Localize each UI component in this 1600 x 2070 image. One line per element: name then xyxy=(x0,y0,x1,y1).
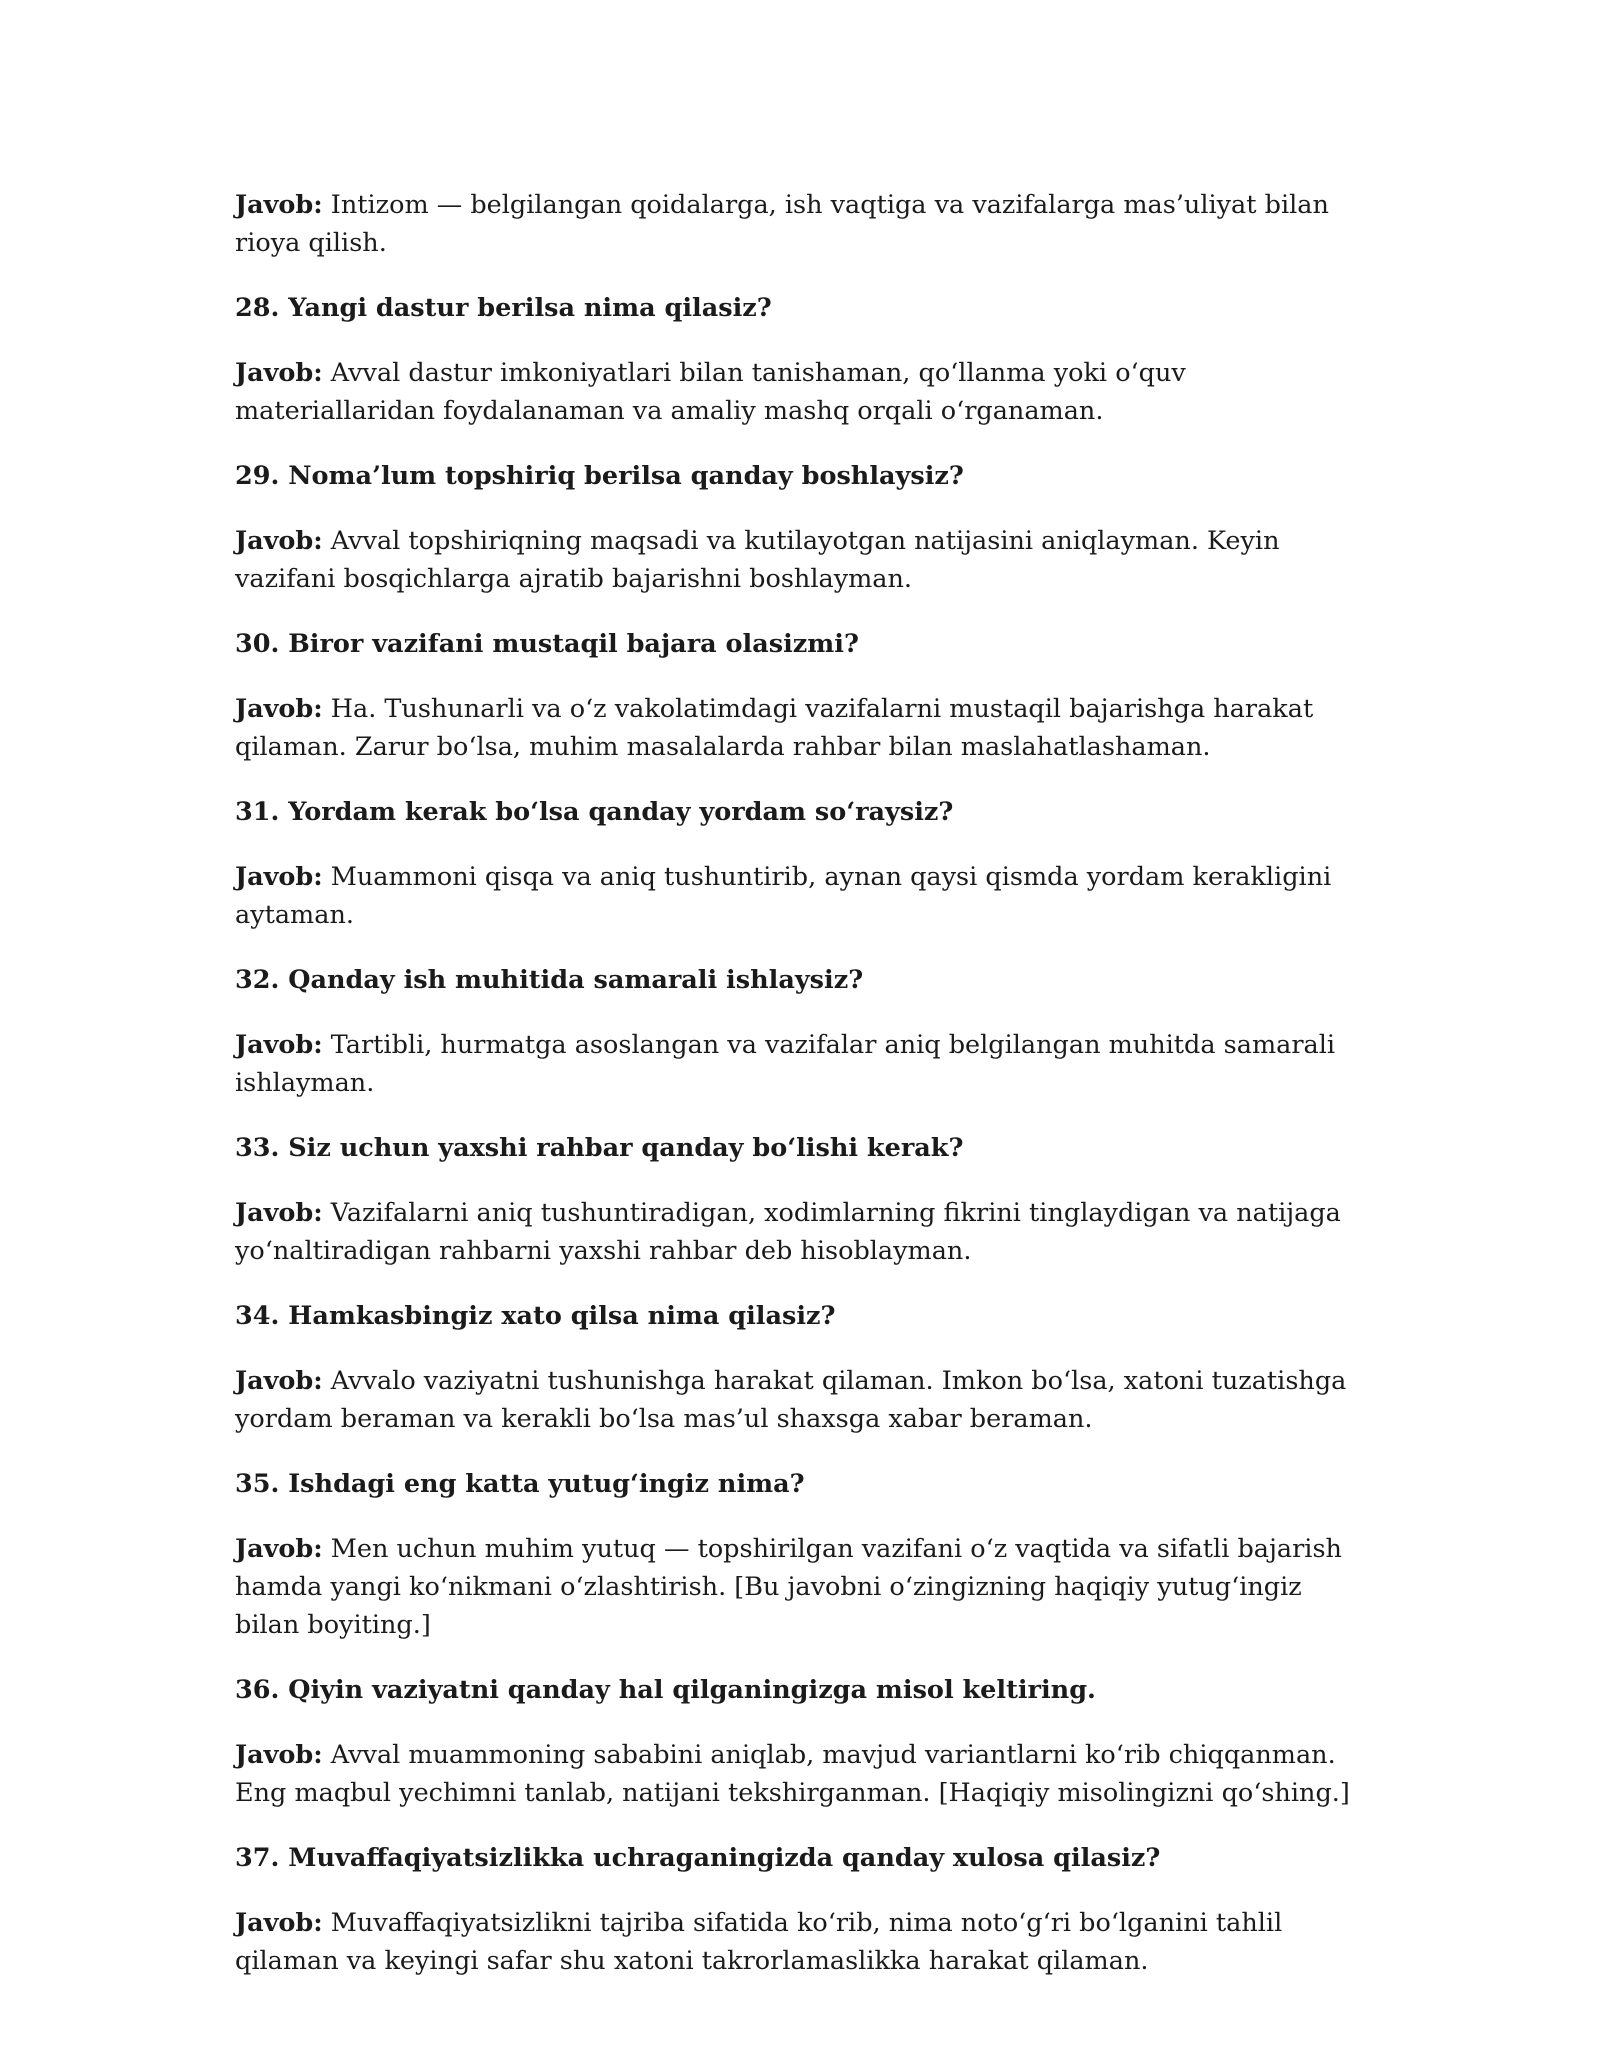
question-28: 28. Yangi dastur berilsa nima qilasiz? xyxy=(235,293,772,323)
answer-text: Avval muammoning sababini aniqlab, mavjud variantlarni ko‘rib chiqqanman. Eng maqbul yechimni tanlab, natijani tekshirganman. [Haqiqiy misolingizni qo‘shing.] xyxy=(235,1740,1350,1808)
answer-label: Javob: xyxy=(235,1908,323,1938)
answer-text: Avval dastur imkoniyatlari bilan tanishaman, qo‘llanma yoki o‘quv materiallaridan foydalanaman va amaliy mashq orqali o‘rganaman. xyxy=(235,358,1186,426)
question-33: 33. Siz uchun yaxshi rahbar qanday bo‘lishi kerak? xyxy=(235,1133,964,1163)
question-34: 34. Hamkasbingiz xato qilsa nima qilasiz? xyxy=(235,1301,836,1331)
question-32: 32. Qanday ish muhitida samarali ishlaysiz? xyxy=(235,965,864,995)
answer-text: Vazifalarni aniq tushuntiradigan, xodimlarning fikrini tinglaydigan va natijaga yo‘naltiradigan rahbarni yaxshi rahbar deb hisoblayman. xyxy=(235,1198,1341,1266)
answer-label: Javob: xyxy=(235,1534,323,1564)
answer-34 xyxy=(235,1362,1365,1438)
question-36: 36. Qiyin vaziyatni qanday hal qilganingizga misol keltiring. xyxy=(235,1675,1096,1705)
answer-label: Javob: xyxy=(235,694,323,724)
answer-text: Ha. Tushunarli va o‘z vakolatimdagi vazifalarni mustaqil bajarishga harakat qilaman. Zarur bo‘lsa, muhim masalalarda rahbar bilan maslahatlashaman. xyxy=(235,694,1314,762)
answer-35 xyxy=(235,1530,1365,1644)
question-30: 30. Biror vazifani mustaqil bajara olasizmi? xyxy=(235,629,859,659)
question-35: 35. Ishdagi eng katta yutug‘ingiz nima? xyxy=(235,1469,805,1499)
answer-29 xyxy=(235,522,1365,598)
document-page xyxy=(235,186,1365,2007)
question-31: 31. Yordam kerak bo‘lsa qanday yordam so‘raysiz? xyxy=(235,797,954,827)
answer-33 xyxy=(235,1194,1365,1270)
answer-28 xyxy=(235,354,1365,430)
answer-label: Javob: xyxy=(235,862,323,892)
answer-label: Javob: xyxy=(235,358,323,388)
answer-label: Javob: xyxy=(235,526,323,556)
answer-36 xyxy=(235,1736,1365,1812)
answer-label: Javob: xyxy=(235,190,323,220)
answer-text: Intizom — belgilangan qoidalarga, ish vaqtiga va vazifalarga mas’uliyat bilan rioya qilish. xyxy=(235,190,1329,258)
answer-text: Muvaffaqiyatsizlikni tajriba sifatida ko‘rib, nima noto‘g‘ri bo‘lganini tahlil qilaman va keyingi safar shu xatoni takrorlamaslikka harakat qilaman. xyxy=(235,1908,1283,1976)
answer-label: Javob: xyxy=(235,1740,323,1770)
answer-text: Men uchun muhim yutuq — topshirilgan vazifani o‘z vaqtida va sifatli bajarish hamda yangi ko‘nikmani o‘zlashtirish. [Bu javobni o‘zingizning haqiqiy yutug‘ingiz bilan boyiting.] xyxy=(235,1534,1342,1640)
answer-label: Javob: xyxy=(235,1198,323,1228)
answer-30 xyxy=(235,690,1365,766)
answer-text: Muammoni qisqa va aniq tushuntirib, aynan qaysi qismda yordam kerakligini aytaman. xyxy=(235,862,1332,930)
answer-label: Javob: xyxy=(235,1030,323,1060)
question-29: 29. Noma’lum topshiriq berilsa qanday boshlaysiz? xyxy=(235,461,964,491)
answer-text: Avval topshiriqning maqsadi va kutilayotgan natijasini aniqlayman. Keyin vazifani bosqichlarga ajratib bajarishni boshlayman. xyxy=(235,526,1280,594)
answer-32 xyxy=(235,1026,1365,1102)
answer-text: Tartibli, hurmatga asoslangan va vazifalar aniq belgilangan muhitda samarali ishlayman. xyxy=(235,1030,1336,1098)
question-37: 37. Muvaffaqiyatsizlikka uchraganingizda qanday xulosa qilasiz? xyxy=(235,1843,1161,1873)
answer-text: Avvalo vaziyatni tushunishga harakat qilaman. Imkon bo‘lsa, xatoni tuzatishga yordam beraman va kerakli bo‘lsa mas’ul shaxsga xabar beraman. xyxy=(235,1366,1347,1434)
answer-37 xyxy=(235,1904,1365,1980)
answer-31 xyxy=(235,858,1365,934)
answer-label: Javob: xyxy=(235,1366,323,1396)
answer-intro xyxy=(235,186,1365,262)
